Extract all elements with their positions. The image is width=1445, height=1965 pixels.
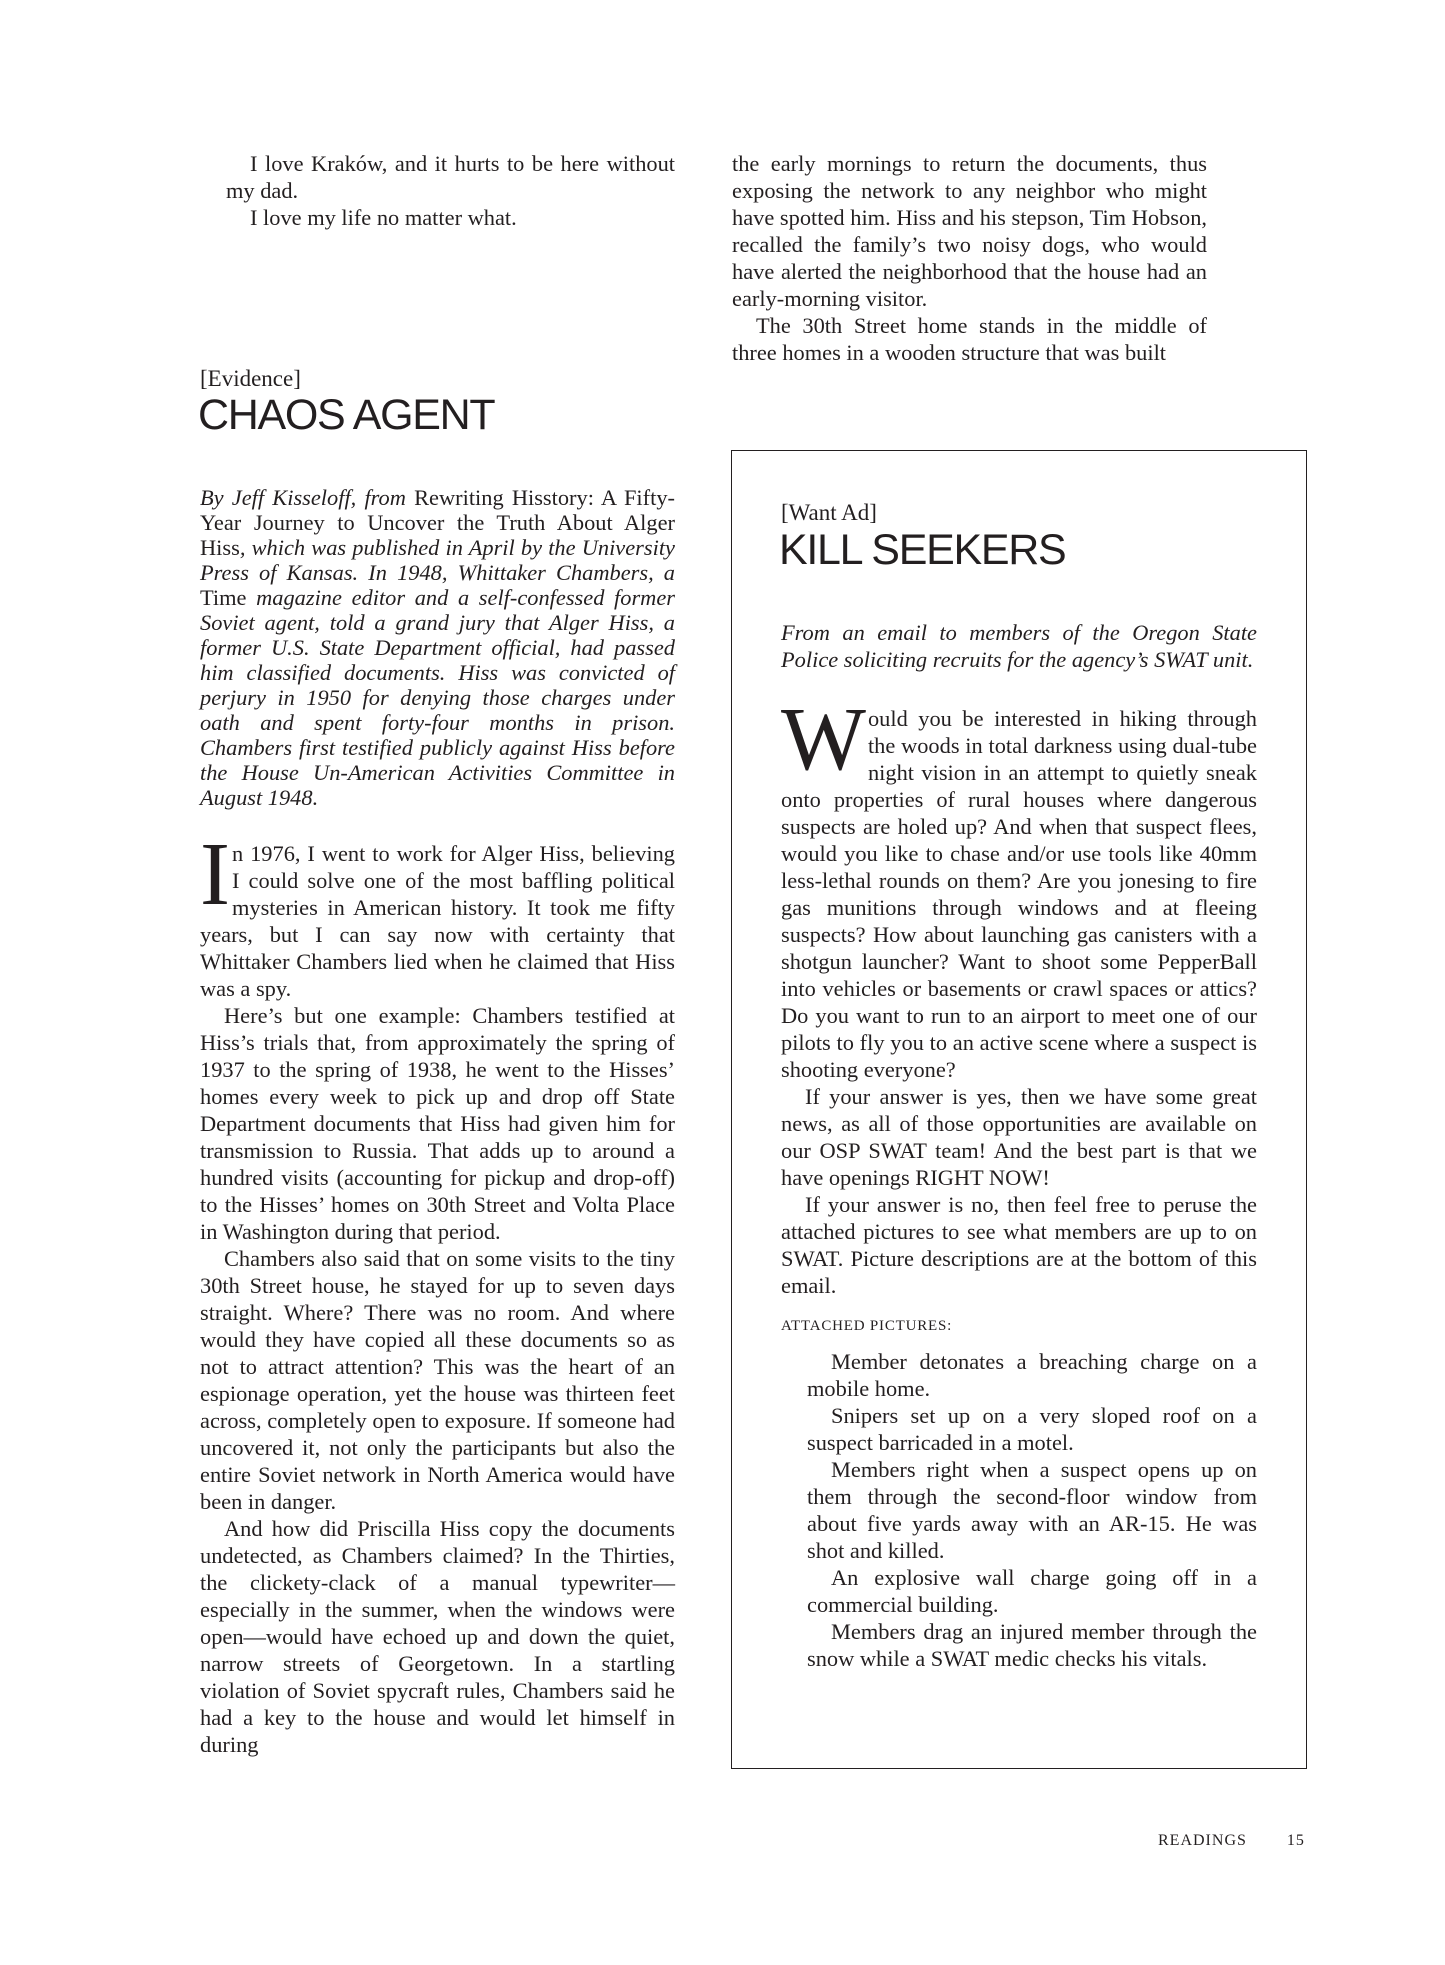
want-ad-kicker: [Want Ad] bbox=[781, 500, 877, 525]
intro-text: , which was published in April by the University Press of Kansas. In 1948, Whittaker Chambers, a bbox=[200, 535, 675, 585]
paragraph: Would you be interested in hiking through the woods in total darkness using dual-tube night vision in an attempt to quietly sneak onto properties of rural houses where dangerous suspects are holed up? And when that suspect flees, would you like to chase and/or use tools like 40mm less-lethal rounds on them? Are you jonesing to fire gas munitions through windows and at fleeing suspects? How about launching gas canisters with a shotgun launcher? Want to shoot some PepperBall into vehicles or basements or crawl spaces or attics? Do you want to run to an airport to meet one of our pilots to fly you to an active scene where a suspect is shooting everyone? bbox=[781, 690, 1257, 1082]
want-ad-headline: KILL SEEKERS bbox=[779, 526, 1066, 574]
paragraph: In 1976, I went to work for Alger Hiss, believing I could solve one of the most baffling political mysteries in American history. It took me fifty years, but I can say now with certainty that Whittaker Chambers lied when he claimed that Hiss was a spy. bbox=[200, 825, 675, 1001]
evidence-body bbox=[200, 825, 675, 1758]
drop-cap: W bbox=[781, 690, 866, 789]
paragraph: And how did Priscilla Hiss copy the documents undetected, as Chambers claimed? In the Thirties, the clickety-clack of a manual typewriter—especially in the summer, when the windows were open—would have echoed up and down the quiet, narrow streets of Georgetown. In a startling violation of Soviet spycraft rules, Chambers said he had a key to the house and would let himself in during bbox=[200, 1516, 675, 1757]
drop-cap: I bbox=[200, 825, 230, 924]
want-ad-body bbox=[781, 690, 1257, 1672]
poem-tail bbox=[200, 150, 675, 231]
poem-line: I love my life no matter what. bbox=[250, 205, 517, 230]
intro-text: magazine editor and a self-confessed former Soviet agent, told a grand jury that Alger Hiss, a former U.S. State Department official, had passed him classified documents. Hiss was convicted of perjury in 1950 for denying those charges under oath and spent forty-four months in prison. Chambers first testified publicly against Hiss before the House Un-American Activities Committee in August 1948. bbox=[200, 585, 675, 810]
evidence-continuation bbox=[732, 150, 1207, 366]
evidence-headline: CHAOS AGENT bbox=[198, 391, 495, 439]
poem-line: I love Kraków, and it hurts to be here without my dad. bbox=[226, 151, 675, 203]
evidence-intro bbox=[200, 485, 675, 810]
book-title: Rewriting Hisstory: A Fifty-Year Journey to Uncover the Truth About Alger Hiss bbox=[200, 485, 675, 560]
paragraph: the early mornings to return the documents, thus exposing the network to any neighbor who might have spotted him. Hiss and his stepson, Tim Hobson, recalled the family’s two noisy dogs, who would have alerted the neighborhood that the house had an early-morning visitor. bbox=[732, 151, 1207, 311]
paragraph: Here’s but one example: Chambers testified at Hiss’s trials that, from approximately the spring of 1937 to the spring of 1938, he went to the Hisses’ homes every week to pick up and drop off State Department documents that Hiss had given him for transmission to Russia. That adds up to around a hundred visits (accounting for pickup and drop-off) to the Hisses’ homes on 30th Street and Volta Place in Washington during that period. bbox=[200, 1003, 675, 1244]
picture-description: Members drag an injured member through the snow while a SWAT medic checks his vitals. bbox=[807, 1619, 1257, 1671]
section-name: READINGS bbox=[1158, 1832, 1247, 1849]
picture-description: Members right when a suspect opens up on them through the second-floor window from about five yards away with an AR-15. He was shot and killed. bbox=[807, 1457, 1257, 1563]
magazine-name: Time bbox=[200, 585, 247, 610]
picture-description: An explosive wall charge going off in a commercial building. bbox=[807, 1565, 1257, 1617]
paragraph: The 30th Street home stands in the middle of three homes in a wooden structure that was built bbox=[732, 313, 1207, 365]
picture-description: Member detonates a breaching charge on a mobile home. bbox=[807, 1349, 1257, 1401]
want-ad-intro: From an email to members of the Oregon State Police soliciting recruits for the agency’s SWAT unit. bbox=[781, 620, 1257, 672]
paragraph: Chambers also said that on some visits to the tiny 30th Street house, he stayed for up to seven days straight. Where? There was no room. And where would they have copied all these documents so as not to attract attention? This was the heart of an espionage operation, yet the house was thirteen feet across, completely open to exposure. If someone had uncovered it, not only the participants but also the entire Soviet network in North America would have been in danger. bbox=[200, 1246, 675, 1514]
evidence-kicker: [Evidence] bbox=[200, 366, 301, 391]
paragraph: If your answer is no, then feel free to peruse the attached pictures to see what members are up to on SWAT. Picture descriptions are at the bottom of this email. bbox=[781, 1192, 1257, 1298]
intro-text: By Jeff Kisseloff, from bbox=[200, 485, 415, 510]
page-footer bbox=[1158, 1832, 1305, 1850]
attached-pictures-heading: ATTACHED PICTURES: bbox=[781, 1318, 953, 1334]
page-number: 15 bbox=[1286, 1832, 1305, 1849]
paragraph: If your answer is yes, then we have some great news, as all of those opportunities are available on our OSP SWAT team! And the best part is that we have openings RIGHT NOW! bbox=[781, 1084, 1257, 1190]
picture-description: Snipers set up on a very sloped roof on a suspect barricaded in a motel. bbox=[807, 1403, 1257, 1455]
